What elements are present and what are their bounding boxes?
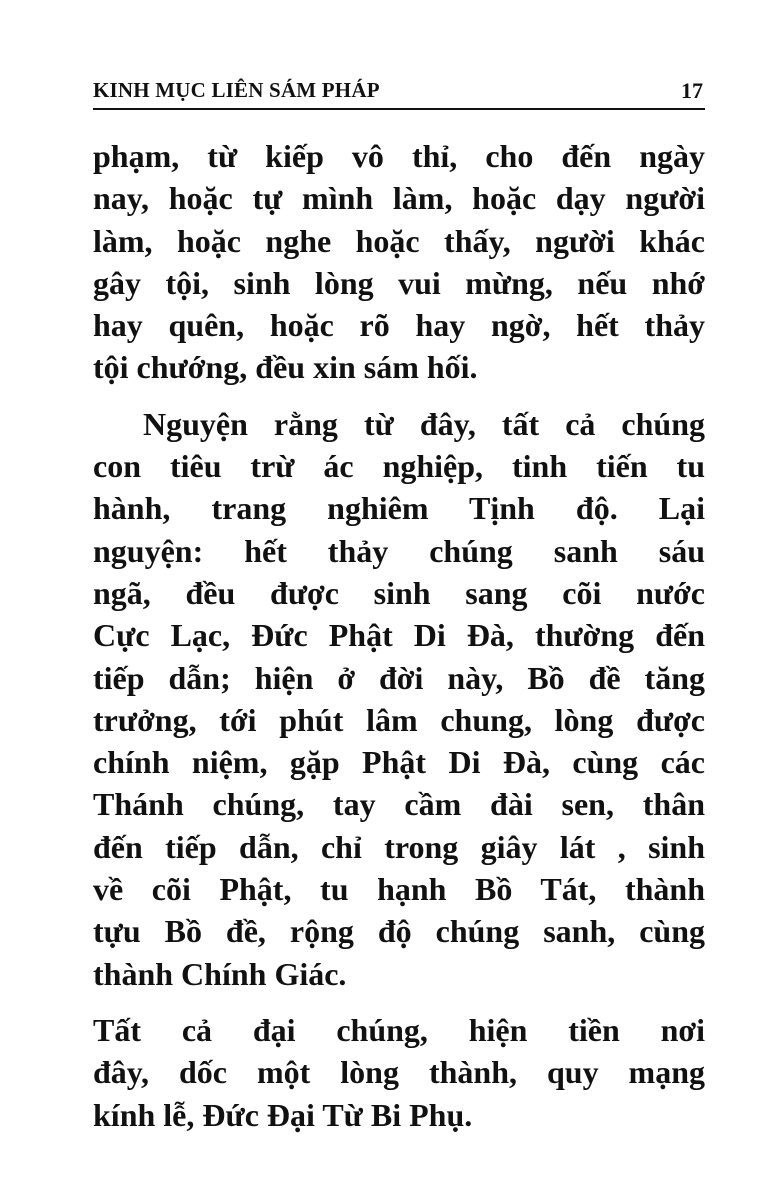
text-line: ngã, đều được sinh sang cõi nước (93, 574, 705, 611)
text-line: nay, hoặc tự mình làm, hoặc dạy người (93, 180, 705, 217)
text-line: hành, trang nghiêm Tịnh độ. Lại (93, 490, 705, 527)
paragraph-2 (93, 403, 705, 995)
body-text (93, 135, 705, 1136)
paragraph-spacer (93, 995, 705, 1009)
text-line: đây, dốc một lòng thành, quy mạng (93, 1054, 705, 1091)
text-line: đến tiếp dẫn, chỉ trong giây lát , sinh (93, 828, 705, 865)
text-line: Tất cả đại chúng, hiện tiền nơi (93, 1011, 705, 1048)
text-line: chính niệm, gặp Phật Di Đà, cùng các (93, 744, 705, 781)
paragraph-spacer (93, 389, 705, 403)
paragraph-1 (93, 135, 705, 389)
text-line: Nguyện rằng từ đây, tất cả chúng (143, 405, 705, 442)
text-line: kính lễ, Đức Đại Từ Bi Phụ. (93, 1096, 473, 1133)
text-line: hay quên, hoặc rõ hay ngờ, hết thảy (93, 307, 705, 344)
running-title: KINH MỤC LIÊN SÁM PHÁP (93, 78, 380, 102)
text-line: làm, hoặc nghe hoặc thấy, người khác (93, 222, 705, 259)
text-line: trưởng, tới phút lâm chung, lòng được (93, 701, 705, 738)
text-line: con tiêu trừ ác nghiệp, tinh tiến tu (93, 448, 705, 485)
text-line: gây tội, sinh lòng vui mừng, nếu nhớ (93, 264, 705, 301)
paragraph-3 (93, 1009, 705, 1136)
text-line: phạm, từ kiếp vô thỉ, cho đến ngày (93, 138, 705, 174)
text-line: Thánh chúng, tay cầm đài sen, thân (93, 786, 705, 823)
text-line: tội chướng, đều xin sám hối. (93, 349, 478, 386)
text-line: Cực Lạc, Đức Phật Di Đà, thường đến (93, 617, 705, 654)
page-number: 17 (681, 78, 703, 103)
text-line: thành Chính Giác. (93, 955, 347, 992)
running-header (93, 72, 705, 110)
text-line: tiếp dẫn; hiện ở đời này, Bồ đề tăng (93, 659, 705, 696)
text-line: tựu Bồ đề, rộng độ chúng sanh, cùng (93, 913, 705, 950)
text-line: về cõi Phật, tu hạnh Bồ Tát, thành (93, 871, 705, 908)
text-line: nguyện: hết thảy chúng sanh sáu (93, 532, 705, 569)
